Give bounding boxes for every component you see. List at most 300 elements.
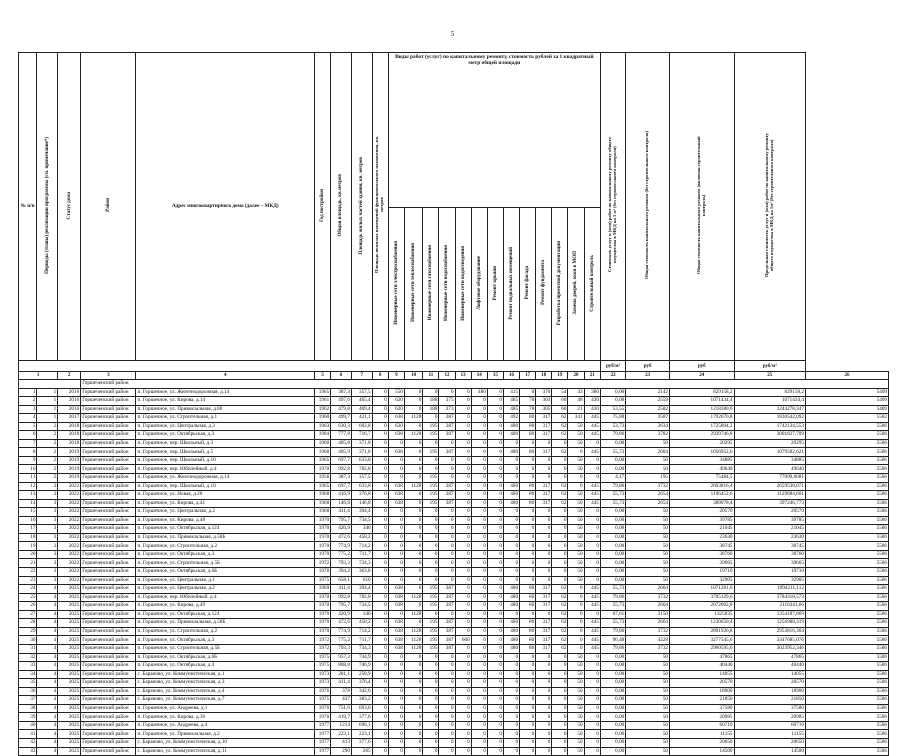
table-cell: 50	[568, 508, 584, 517]
table-cell: 387	[439, 585, 455, 594]
table-cell: 1970	[315, 533, 331, 542]
table-cell: 3	[37, 499, 58, 508]
table-cell: 0,00	[600, 687, 625, 696]
table-cell: 21	[19, 559, 37, 568]
table-cell: 0	[372, 619, 388, 628]
table-cell: 0	[487, 687, 503, 696]
table-cell: 0	[388, 542, 404, 551]
table-cell: 0	[503, 653, 519, 662]
table-cell: 0	[487, 730, 503, 739]
table-cell: 0	[536, 610, 552, 619]
table-cell: 0	[439, 559, 455, 568]
table-cell: 0	[404, 696, 422, 705]
table-row	[19, 644, 889, 653]
table-cell: п. Горшечное, ул. Привокзальная, д.58Б	[136, 619, 315, 628]
table-cell: 793,3	[331, 559, 352, 568]
table-cell: 620	[388, 422, 404, 431]
table-cell: 1079582,621	[734, 448, 805, 457]
table-cell: 734,5	[351, 602, 372, 611]
table-cell: 195	[423, 482, 439, 491]
table-cell: 96,48	[600, 636, 625, 645]
table-cell: 480	[503, 619, 519, 628]
table-cell: п. Горшечное, ул. Октябрьская, д.3	[136, 550, 315, 559]
table-cell: 0,00	[600, 653, 625, 662]
table-cell: Горшеченский район	[81, 499, 136, 508]
table-cell: 370	[536, 388, 552, 397]
table-cell: 2022	[58, 533, 81, 542]
table-cell: 32905	[734, 576, 805, 585]
table-cell: 3732	[626, 644, 670, 653]
column-number: 14	[471, 372, 487, 380]
table-cell: 445	[584, 602, 600, 611]
table-cell: 0	[536, 533, 552, 542]
table-cell: Горшеченский район	[81, 550, 136, 559]
table-cell: 0	[487, 439, 503, 448]
table-cell: 62	[552, 431, 568, 440]
table-cell: 0	[372, 542, 388, 551]
table-cell: 0	[471, 679, 487, 688]
table-cell: 1325835	[670, 610, 735, 619]
table-cell: Горшеченский район	[81, 474, 136, 483]
table-cell: 50	[626, 508, 670, 517]
table-cell: 0	[568, 636, 584, 645]
table-cell: 0	[520, 465, 536, 474]
table-cell: 0	[487, 644, 503, 653]
table-cell: 77099,6681	[734, 474, 805, 483]
table-cell: 0	[536, 559, 552, 568]
table-cell: 397246,773	[734, 499, 805, 508]
table-cell: 1968	[315, 491, 331, 500]
table-cell: 0	[372, 696, 388, 705]
table-cell: 33	[19, 662, 37, 671]
table-cell: 0	[455, 730, 471, 739]
table-cell: п. Горшечное, ул. Кирова, д.36	[136, 713, 315, 722]
column-number: 26	[805, 372, 888, 380]
table-cell: 0	[568, 593, 584, 602]
table-cell: 1	[37, 414, 58, 423]
table-cell: 2022	[58, 499, 81, 508]
header-period: Периоды (этапы) реализации программы (см. примечание*)	[37, 53, 58, 361]
table-cell: 0	[388, 662, 404, 671]
table-cell: 0	[552, 670, 568, 679]
table-cell: 0	[455, 704, 471, 713]
table-cell: 195	[626, 474, 670, 483]
table-cell: 0	[552, 508, 568, 517]
table-cell: 734,3	[351, 559, 372, 568]
table-cell: 40	[19, 721, 37, 730]
table-cell: 0	[455, 644, 471, 653]
table-cell: 0	[487, 747, 503, 756]
table-cell: 3347685,076	[734, 636, 805, 645]
table-cell: 3	[37, 533, 58, 542]
table-cell: 0	[404, 456, 422, 465]
table-cell: 0	[471, 465, 487, 474]
table-cell: 5586	[805, 491, 888, 500]
table-cell: 4	[37, 730, 58, 739]
table-cell: 5586	[805, 721, 888, 730]
table-cell: 1972	[315, 636, 331, 645]
table-cell: 3	[37, 550, 58, 559]
table-cell: 0	[439, 456, 455, 465]
table-cell: 0	[372, 670, 388, 679]
table-row	[19, 679, 889, 688]
table-cell: 472,6	[331, 619, 352, 628]
table-cell: 0	[372, 491, 388, 500]
table-cell: 195	[423, 619, 439, 628]
table-cell: 0	[471, 482, 487, 491]
table-cell: 0	[455, 687, 471, 696]
table-cell: п. Горшечное, ул. Строительная, д.2	[136, 542, 315, 551]
table-cell: 62	[552, 414, 568, 423]
table-cell: 357,5	[351, 474, 372, 483]
table-cell: 0	[423, 508, 439, 517]
table-cell: 0	[487, 593, 503, 602]
table-cell: 0	[423, 456, 439, 465]
table-cell: 0	[503, 533, 519, 542]
table-cell: Горшеченский район	[81, 602, 136, 611]
table-cell: 317	[536, 627, 552, 636]
table-cell: Горшеченский район	[81, 431, 136, 440]
table-cell: 0	[388, 713, 404, 722]
table-cell: 62	[552, 585, 568, 594]
table-cell: Горшеченский район	[81, 422, 136, 431]
table-cell: 50	[568, 721, 584, 730]
table-cell: 0	[520, 696, 536, 705]
table-cell: с. Бараново, ул. Коммунистическая, д.11	[136, 747, 315, 756]
table-cell: 0	[536, 516, 552, 525]
table-cell: 1129684,601	[734, 491, 805, 500]
table-cell: 0	[503, 713, 519, 722]
table-cell: 445	[584, 414, 600, 423]
header-work-4: Инженерные сети водоснабжения	[439, 208, 455, 361]
table-cell: 0	[404, 559, 422, 568]
table-cell: 4	[37, 627, 58, 636]
table-cell: 50	[568, 696, 584, 705]
table-cell: 658,1	[331, 576, 352, 585]
table-cell: 5586	[805, 533, 888, 542]
table-cell: 29	[19, 627, 37, 636]
table-cell: 78	[520, 397, 536, 406]
table-cell: 8	[19, 448, 37, 457]
table-cell: 20570	[734, 679, 805, 688]
table-cell: 62	[552, 644, 568, 653]
table-cell: 1	[37, 388, 58, 397]
table-cell: 0	[568, 448, 584, 457]
table-cell: 2025	[58, 747, 81, 756]
table-row	[19, 747, 889, 756]
table-cell: 0	[568, 610, 584, 619]
table-cell: с. Бараново, ул. Коммунистическая, д.1	[136, 670, 315, 679]
table-cell: 0	[439, 465, 455, 474]
table-cell: 445	[584, 499, 600, 508]
table-cell: 50	[626, 456, 670, 465]
table-cell: 0	[404, 388, 422, 397]
table-cell: 3705129,6	[670, 593, 735, 602]
table-cell: 782,8	[351, 465, 372, 474]
table-cell: 0	[455, 585, 471, 594]
table-cell: 0	[584, 653, 600, 662]
table-cell: Горшеченский район	[81, 516, 136, 525]
table-cell: 0	[503, 542, 519, 551]
table-cell: 50	[626, 653, 670, 662]
table-cell: 317	[536, 619, 552, 628]
table-cell: 480	[503, 602, 519, 611]
table-cell: с. Бараново, ул. Коммунистическая, д.7	[136, 696, 315, 705]
column-number: 25	[734, 372, 805, 380]
table-cell: 39665	[734, 559, 805, 568]
table-cell: 0	[584, 687, 600, 696]
table-cell: 795,7	[331, 516, 352, 525]
table-cell: 317	[536, 644, 552, 653]
table-cell: 0	[552, 747, 568, 756]
table-cell: 50	[568, 533, 584, 542]
table-cell: 2604	[626, 602, 670, 611]
table-cell: 0	[372, 576, 388, 585]
table-cell: 0	[487, 422, 503, 431]
table-cell: 416,9	[331, 491, 352, 500]
table-cell: 714,2	[351, 542, 372, 551]
table-cell: 19	[19, 542, 37, 551]
table-cell: 0	[439, 687, 455, 696]
table-cell: Горшеченский район	[81, 679, 136, 688]
table-cell: 0	[536, 525, 552, 534]
table-cell: 0	[439, 704, 455, 713]
table-cell: 4	[37, 636, 58, 645]
table-cell: 480	[503, 593, 519, 602]
table-cell: 829158,2	[670, 388, 735, 397]
table-cell: 55,73	[600, 585, 625, 594]
table-cell: 50	[626, 704, 670, 713]
table-cell: 0	[455, 610, 471, 619]
table-cell: 0	[568, 619, 584, 628]
table-cell: 0	[536, 696, 552, 705]
table-cell: 0	[503, 439, 519, 448]
table-cell: 0	[455, 388, 471, 397]
table-cell: 387	[439, 491, 455, 500]
table-cell: 2016	[58, 405, 81, 414]
table-cell: 5586	[805, 696, 888, 705]
table-cell: 50	[568, 653, 584, 662]
table-cell: 2	[37, 448, 58, 457]
table-cell: 371,8	[351, 439, 372, 448]
table-cell: 0	[404, 465, 422, 474]
table-cell: 5586	[805, 499, 888, 508]
table-cell: 2022	[58, 559, 81, 568]
table-cell: 0	[423, 414, 439, 423]
table-cell: 0	[372, 721, 388, 730]
table-cell: 5586	[805, 550, 888, 559]
table-cell: 620	[388, 405, 404, 414]
table-cell: 223,1	[351, 730, 372, 739]
table-cell: 0	[423, 576, 439, 585]
table-cell: 50	[626, 679, 670, 688]
table-cell: 774,9	[331, 542, 352, 551]
table-cell: 0	[439, 568, 455, 577]
table-cell: 55,73	[600, 491, 625, 500]
table-cell: 1970	[315, 610, 331, 619]
table-cell: 5586	[805, 508, 888, 517]
table-cell: 387	[439, 482, 455, 491]
table-cell: 0	[503, 559, 519, 568]
table-cell: 2025	[58, 721, 81, 730]
table-cell: 638	[388, 499, 404, 508]
table-cell: 4	[37, 687, 58, 696]
table-cell: 5586	[805, 516, 888, 525]
table-cell: 21	[568, 405, 584, 414]
table-cell: 1354187,869	[734, 610, 805, 619]
table-cell: 0	[471, 662, 487, 671]
table-cell: 0	[404, 679, 422, 688]
table-cell: 1128	[404, 627, 422, 636]
table-cell: 5586	[805, 585, 888, 594]
table-cell: 0	[423, 610, 439, 619]
table-cell: 5586	[805, 482, 888, 491]
table-cell: 1972	[315, 644, 331, 653]
table-cell: 0,00	[600, 388, 625, 397]
table-cell: 0	[568, 474, 584, 483]
table-cell: 2025	[58, 679, 81, 688]
table-cell: 0	[487, 491, 503, 500]
table-cell: 0	[584, 516, 600, 525]
table-cell: 30	[19, 636, 37, 645]
table-cell: Горшеченский район	[81, 644, 136, 653]
table-cell: 0,00	[600, 465, 625, 474]
table-cell: 0	[584, 550, 600, 559]
table-cell: 0	[520, 568, 536, 577]
table-cell: 5586	[805, 602, 888, 611]
table-cell: 5586	[805, 644, 888, 653]
table-cell: 0	[404, 585, 422, 594]
table-cell: 18	[19, 533, 37, 542]
table-cell: 775,2	[331, 636, 352, 645]
column-number: 8	[372, 372, 388, 380]
table-cell: 480	[503, 422, 519, 431]
table-cell: 50	[626, 550, 670, 559]
table-cell: 0	[372, 439, 388, 448]
table-cell: 14055	[670, 670, 735, 679]
table-cell: 5	[19, 422, 37, 431]
table-cell: 1230650,4	[670, 619, 735, 628]
table-cell: 50	[568, 550, 584, 559]
table-cell: 2939746,8	[670, 431, 735, 440]
table-cell: с. Бараново, ул. Коммунистическая, д.3	[136, 679, 315, 688]
capital-repair-register-table	[18, 52, 889, 756]
table-cell: 0,00	[600, 525, 625, 534]
table-cell: 4	[37, 679, 58, 688]
table-cell: 0	[536, 568, 552, 577]
table-cell: 0	[520, 525, 536, 534]
table-cell: 445	[584, 627, 600, 636]
table-cell: 146,8	[331, 499, 352, 508]
table-cell: 26	[19, 602, 37, 611]
table-cell: 0	[372, 499, 388, 508]
column-number: 19	[552, 372, 568, 380]
column-number: 12	[439, 372, 455, 380]
table-cell: 0	[487, 388, 503, 397]
table-cell: 0	[439, 747, 455, 756]
table-cell: 0	[423, 704, 439, 713]
table-cell: 75,88	[600, 414, 625, 423]
table-cell: 387	[439, 448, 455, 457]
table-cell: 387	[439, 414, 455, 423]
table-cell: 0	[552, 533, 568, 542]
table-cell: 0	[487, 627, 503, 636]
table-cell: 744,9	[351, 653, 372, 662]
table-cell: 55,73	[600, 499, 625, 508]
table-cell: 4	[37, 738, 58, 747]
table-cell: 5586	[805, 456, 888, 465]
table-cell: 394,2	[331, 568, 352, 577]
table-cell: 602,8	[351, 422, 372, 431]
table-cell: п. Горшечное, пер. Школьный, д.3	[136, 439, 315, 448]
table-cell: с. Бараново, ул. Коммунистическая, д.10	[136, 738, 315, 747]
table-cell: 4,17	[600, 474, 625, 483]
table-cell: 5586	[805, 576, 888, 585]
table-cell: 0	[388, 670, 404, 679]
table-cell: 0	[372, 585, 388, 594]
table-cell: 5586	[805, 713, 888, 722]
header-work-2: Инженерные сети теплоснабжения	[404, 208, 422, 361]
table-row	[19, 397, 889, 406]
table-cell: 5582	[805, 414, 888, 423]
table-cell: 5586	[805, 670, 888, 679]
column-number: 1	[19, 372, 58, 380]
table-row	[19, 662, 889, 671]
table-cell: 2582	[626, 405, 670, 414]
table-cell: 50	[626, 662, 670, 671]
table-cell: 0	[388, 730, 404, 739]
table-cell: п. Горшечное, ул. Центральная, д.3	[136, 422, 315, 431]
table-cell: 50	[626, 525, 670, 534]
table-cell: 0	[487, 405, 503, 414]
table-cell: 5586	[805, 653, 888, 662]
table-row	[19, 414, 889, 423]
table-cell: п. Горшечное, ул. Кирова, д.14	[136, 397, 315, 406]
table-cell: 380	[584, 388, 600, 397]
table-cell: 17	[19, 525, 37, 534]
table-cell: 0	[503, 568, 519, 577]
table-cell: 80	[520, 482, 536, 491]
table-cell: 808,8	[331, 662, 352, 671]
table-cell: 1960	[315, 439, 331, 448]
table-row	[19, 619, 889, 628]
table-cell: 734,5	[351, 516, 372, 525]
table-cell: п. Горшечное, ул. Привокзальная, д.58Б	[136, 533, 315, 542]
table-cell: 195	[423, 593, 439, 602]
column-number: 17	[520, 372, 536, 380]
table-cell: 0	[520, 508, 536, 517]
table-cell: 0,00	[600, 439, 625, 448]
table-cell: 0	[503, 576, 519, 585]
table-cell: 698,1	[351, 721, 372, 730]
table-cell: 600	[455, 636, 471, 645]
table-cell: 2025	[58, 585, 81, 594]
table-cell: 0	[584, 670, 600, 679]
table-cell: п. Горшечное, ул. Октябрьская, д.6Б	[136, 653, 315, 662]
table-cell: 3	[37, 559, 58, 568]
district-group-label: Горшеченский район	[81, 380, 889, 389]
table-cell: 0	[487, 465, 503, 474]
table-cell: 62	[552, 593, 568, 602]
table-cell: 50	[568, 738, 584, 747]
table-row	[19, 525, 889, 534]
table-cell: 0	[520, 610, 536, 619]
table-cell: 0,00	[600, 670, 625, 679]
table-cell: 39	[19, 713, 37, 722]
table-cell: 376,8	[351, 491, 372, 500]
table-cell: 0	[404, 422, 422, 431]
table-cell: 714,2	[351, 627, 372, 636]
